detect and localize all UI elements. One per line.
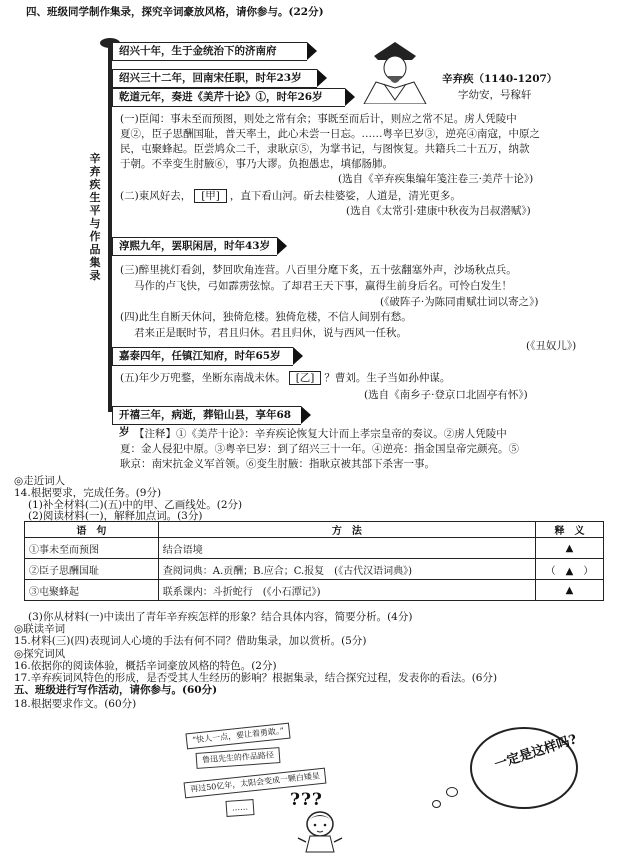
q14-1: (1)补全材料(二)(五)中的甲、乙画线处。(2分) bbox=[28, 499, 243, 511]
m1-source: (选自《辛弃疾集编年笺注卷三·美芹十论》) bbox=[338, 173, 534, 185]
q16: 16.依据你的阅读体验，概括辛词豪放风格的特色。(2分) bbox=[14, 660, 277, 672]
m3-source: (《破阵子·为陈同甫赋壮词以寄之》) bbox=[380, 296, 539, 308]
m4-line: 君来正是眠时节，君且归休。君且归休，说与西风一任秋。 bbox=[134, 327, 407, 339]
m1-line: 于朝。不幸变生肘腋⑥，事乃大谬。负抱愚忠，填郁肠肺。 bbox=[120, 158, 393, 170]
answer-cell[interactable]: ▲ bbox=[536, 538, 604, 559]
table-row bbox=[25, 538, 604, 559]
answer-cell[interactable]: ▲ bbox=[536, 580, 604, 601]
table-row bbox=[25, 580, 604, 601]
callout-2: 鲁迅先生的作品路径 bbox=[196, 747, 281, 769]
note-line: 耿京：南宋抗金义军首领。⑥变生肘腋：指耿京被其部下杀害一事。 bbox=[120, 458, 435, 470]
portrait-courtesy: 字幼安，号稼轩 bbox=[458, 89, 532, 101]
callout-3: 再过50亿年，太阳会变成一颗白矮星 bbox=[184, 768, 327, 799]
timeline-banner: 乾道元年，奏进《美芹十论》①，时年26岁 bbox=[112, 88, 345, 107]
m2-after: ，直下看山河。斫去桂婆娑，人道是，清光更多。 bbox=[229, 190, 461, 202]
m2-source: (选自《太常引·建康中秋夜为吕叔潜赋》) bbox=[346, 205, 531, 217]
section4-header: 四、班级同学制作集录，探究辛词豪放风格，请你参与。(22分) bbox=[26, 6, 324, 18]
column-header: 语 句 bbox=[25, 522, 159, 538]
timeline-banner: 嘉泰四年，任镇江知府，时年65岁 bbox=[112, 347, 293, 366]
note-line: 【注释】①《美芹十论》：辛弃疾论恢复大计而上孝宗皇帝的奏议。②虏人凭陵中 bbox=[134, 428, 507, 440]
m5-source: (选自《南乡子·登京口北固亭有怀》) bbox=[364, 389, 528, 401]
portrait-image bbox=[354, 38, 436, 104]
callout-1: “快人一点，要让着勇敢。” bbox=[185, 723, 290, 750]
m1-line: (一)臣闻：事未至而预图，则处之常有余；事既至而后计，则应之常不足。虏人凭陵中 bbox=[120, 113, 517, 125]
sentence-cell: ②臣子思酬国耻 bbox=[25, 559, 159, 580]
timeline-banner: 绍兴三十二年，回南宋任职，时年23岁 bbox=[112, 69, 317, 88]
tanjiu-heading: ◎探究词风 bbox=[14, 648, 66, 660]
q14-3: (3)你从材料(一)中读出了青年辛弃疾怎样的形象？结合具体内容，简要分析。(4分) bbox=[28, 611, 413, 623]
column-header: 释 义 bbox=[536, 522, 604, 538]
section5-header: 五、班级进行写作活动，请你参与。(60分) bbox=[14, 684, 218, 696]
q17: 17.辛弃疾词风特色的形成，是否受其人生经历的影响？根据集录，结合探究过程，发表你的看法。(6分) bbox=[14, 672, 498, 684]
m3-line: 马作的卢飞快，弓如霹雳弦惊。了却君王天下事，赢得生前身后名。可怜白发生！ bbox=[134, 280, 512, 292]
m1-line: 夏②，臣子思酬国耻，普天率土，此心未尝一日忘。……粤辛巳岁③，逆亮④南寇，中原之 bbox=[120, 128, 540, 140]
timeline-banner: 开禧三年，病逝，葬铅山县，享年68岁 bbox=[112, 406, 301, 425]
cloud-text: 一定是这样吗? bbox=[492, 732, 579, 773]
thinking-girl-image bbox=[292, 808, 348, 862]
timeline-banner: 淳熙九年，罢职闲居，时年43岁 bbox=[112, 237, 277, 256]
thought-bubble bbox=[446, 787, 458, 797]
zoujin-heading: ◎走近词人 bbox=[14, 475, 66, 487]
vertical-title: 辛弃疾生平与作品集录 bbox=[89, 152, 101, 282]
q15: 15.材料(三)(四)表现词人心境的手法有何不同？借助集录，加以赏析。(5分) bbox=[14, 635, 367, 647]
note-line: 夏：金人侵犯中原。③粤辛巳岁：到了绍兴三十一年。④逆亮：指金国皇帝完颜亮。⑤ bbox=[120, 443, 519, 455]
m3-line: (三)醉里挑灯看剑，梦回吹角连营。八百里分麾下炙，五十弦翻塞外声，沙场秋点兵。 bbox=[120, 264, 517, 276]
q18: 18.根据要求作文。(60分) bbox=[14, 698, 137, 710]
answer-cell[interactable]: （ ▲ ） bbox=[536, 559, 604, 580]
blank-yi[interactable]: [乙] bbox=[289, 371, 322, 385]
sentence-cell: ①事未至而预图 bbox=[25, 538, 159, 559]
m5-line bbox=[120, 371, 450, 385]
q14-2: (2)阅读材料(一)，解释加点词。(3分) bbox=[28, 510, 203, 522]
table-header-row bbox=[25, 522, 604, 538]
m5-before: (五)年少万兜鍪，坐断东南战未休。 bbox=[120, 372, 286, 384]
timeline-banner: 绍兴十年，生于金统治下的济南府 bbox=[112, 42, 307, 61]
portrait-name: 辛弃疾（1140-1207） bbox=[442, 73, 558, 85]
column-header: 方 法 bbox=[158, 522, 535, 538]
table-row bbox=[25, 559, 604, 580]
m4-line: (四)此生自断天休问，独倚危楼。独倚危楼，不信人间别有愁。 bbox=[120, 311, 412, 323]
method-cell: 结合语境 bbox=[158, 538, 535, 559]
thought-bubble bbox=[432, 800, 441, 808]
q14: 14.根据要求，完成任务。(9分) bbox=[14, 487, 162, 499]
callout-4: …… bbox=[225, 799, 254, 817]
sentence-cell: ③屯聚蜂起 bbox=[25, 580, 159, 601]
m1-line: 民，屯聚蜂起。臣尝鸠众二千，隶耿京⑤，为掌书记，与图恢复。共籍兵二十五万，纳款 bbox=[120, 143, 530, 155]
method-cell: 联系课内：斗折蛇行 (《小石潭记》) bbox=[158, 580, 535, 601]
m2-line bbox=[120, 189, 461, 203]
q14-table bbox=[24, 521, 604, 601]
m2-before: (二)東风好去， bbox=[120, 190, 192, 202]
method-cell: 查阅词典：A.贡酬；B.应合；C.报复 (《古代汉语词典》) bbox=[158, 559, 535, 580]
m5-after: ？曹刘。生子当如孙仲谋。 bbox=[324, 372, 451, 384]
question-marks: ??? bbox=[290, 790, 323, 810]
liandu-heading: ◎联读辛词 bbox=[14, 623, 66, 635]
m4-source: (《丑奴儿》) bbox=[526, 340, 577, 352]
blank-jia[interactable]: [甲] bbox=[194, 189, 227, 203]
